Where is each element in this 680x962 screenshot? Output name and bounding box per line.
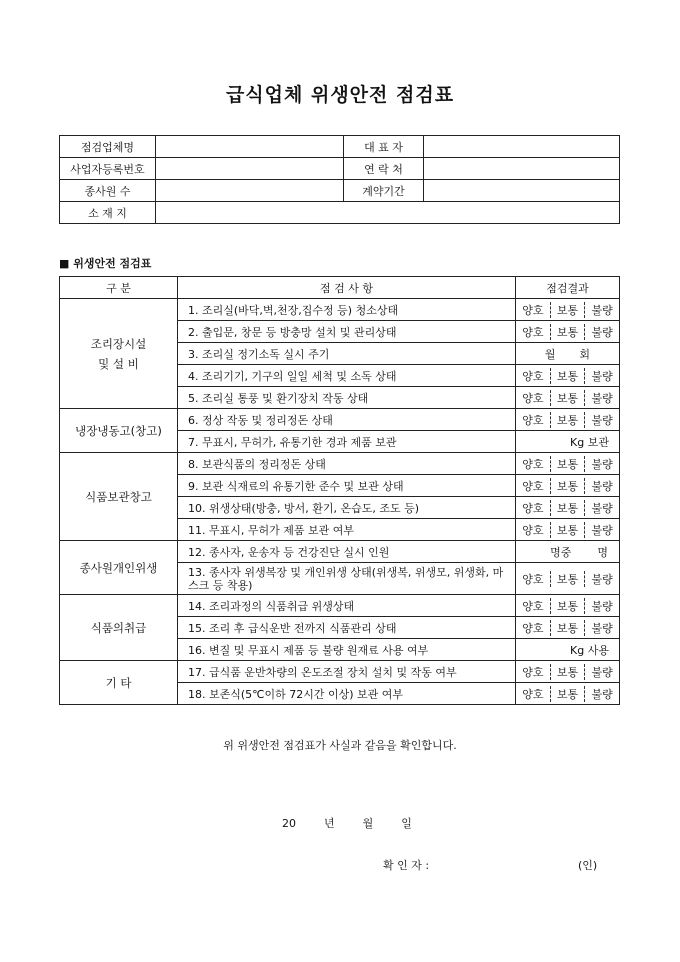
- confirm-statement: 위 위생안전 점검표가 사실과 같음을 확인합니다.: [223, 739, 457, 752]
- date-year-unit: 년: [324, 817, 335, 830]
- result-cell[interactable]: 양호 보통 불량: [516, 595, 620, 617]
- check-item: 2. 출입문, 창문 등 방충망 설치 및 관리상태: [178, 321, 516, 343]
- check-item: 7. 무표시, 무허가, 유통기한 경과 제품 보관: [178, 431, 516, 453]
- category-fridge: 냉장냉동고(창고): [60, 409, 178, 453]
- rep-field[interactable]: [424, 136, 620, 158]
- result-cell[interactable]: 양호 보통 불량: [516, 661, 620, 683]
- result-kg-store[interactable]: Kg 보관: [516, 431, 620, 453]
- header-result: 점검결과: [516, 277, 620, 299]
- contract-field[interactable]: [424, 180, 620, 202]
- signer-label: 확 인 자 :: [383, 859, 430, 872]
- check-item: 15. 조리 후 급식운반 전까지 식품관리 상태: [178, 617, 516, 639]
- check-item: 18. 보존식(5℃이하 72시간 이상) 보관 여부: [178, 683, 516, 705]
- employees-field[interactable]: [156, 180, 344, 202]
- checklist-table: [59, 276, 620, 705]
- check-item: 17. 급식품 운반차량의 온도조절 장치 설치 및 작동 여부: [178, 661, 516, 683]
- regno-field[interactable]: [156, 158, 344, 180]
- category-personal: 종사원개인위생: [60, 541, 178, 595]
- regno-label: 사업자등록번호: [60, 158, 156, 180]
- company-field[interactable]: [156, 136, 344, 158]
- check-item: 3. 조리실 정기소독 실시 주기: [178, 343, 516, 365]
- result-cell[interactable]: 양호 보통 불량: [516, 365, 620, 387]
- check-item: 10. 위생상태(방충, 방서, 환기, 온습도, 조도 등): [178, 497, 516, 519]
- contact-field[interactable]: [424, 158, 620, 180]
- result-cell[interactable]: 양호 보통 불량: [516, 519, 620, 541]
- date-year: 20: [282, 817, 296, 830]
- category-etc: 기 타: [60, 661, 178, 705]
- date-line[interactable]: [282, 815, 440, 831]
- check-item: 1. 조리실(바닥,벽,천장,집수정 등) 청소상태: [178, 299, 516, 321]
- check-item: 6. 정상 작동 및 정리정돈 상태: [178, 409, 516, 431]
- result-people[interactable]: 명중 명: [516, 541, 620, 563]
- header-category: 구 분: [60, 277, 178, 299]
- result-cell[interactable]: 양호 보통 불량: [516, 299, 620, 321]
- result-cell[interactable]: 양호 보통 불량: [516, 321, 620, 343]
- category-handling: 식품의취급: [60, 595, 178, 661]
- category-storage: 식품보관창고: [60, 453, 178, 541]
- contract-label: 계약기간: [344, 180, 424, 202]
- result-cell[interactable]: 양호 보통 불량: [516, 497, 620, 519]
- check-item: 16. 변질 및 무표시 제품 등 불량 원재료 사용 여부: [178, 639, 516, 661]
- result-cell[interactable]: 양호 보통 불량: [516, 453, 620, 475]
- result-cell[interactable]: 양호 보통 불량: [516, 409, 620, 431]
- result-kg-use[interactable]: Kg 사용: [516, 639, 620, 661]
- rep-label: 대 표 자: [344, 136, 424, 158]
- address-label: 소 재 지: [60, 202, 156, 224]
- result-cell[interactable]: 양호 보통 불량: [516, 387, 620, 409]
- result-cell[interactable]: 양호 보통 불량: [516, 563, 620, 595]
- header-items: 점 검 사 항: [178, 277, 516, 299]
- employees-label: 종사원 수: [60, 180, 156, 202]
- result-cell[interactable]: 양호 보통 불량: [516, 683, 620, 705]
- check-item: 11. 무표시, 무허가 제품 보관 여부: [178, 519, 516, 541]
- check-item: 13. 종사자 위생복장 및 개인위생 상태(위생복, 위생모, 위생화, 마스크 등 착용): [178, 563, 516, 595]
- date-month: 월: [362, 817, 374, 830]
- result-frequency[interactable]: 월 회: [516, 343, 620, 365]
- check-item: 8. 보관식품의 정리정돈 상태: [178, 453, 516, 475]
- check-item: 14. 조리과정의 식품취급 위생상태: [178, 595, 516, 617]
- company-info-table: [59, 135, 620, 224]
- result-cell[interactable]: 양호 보통 불량: [516, 475, 620, 497]
- category-cooking: 조리장시설 및 설 비: [60, 299, 178, 409]
- company-label: 점검업체명: [60, 136, 156, 158]
- check-item: 12. 종사자, 운송자 등 건강진단 실시 인원: [178, 541, 516, 563]
- result-cell[interactable]: 양호 보통 불량: [516, 617, 620, 639]
- check-item: 9. 보관 식재료의 유통기한 준수 및 보관 상태: [178, 475, 516, 497]
- contact-label: 연 락 처: [344, 158, 424, 180]
- address-field[interactable]: [156, 202, 620, 224]
- section-title: ■ 위생안전 점검표: [59, 257, 152, 270]
- page-title: 급식업체 위생안전 점검표: [225, 84, 455, 106]
- seal-mark: (인): [578, 859, 598, 872]
- date-day: 일: [401, 817, 412, 830]
- check-item: 5. 조리실 통풍 및 환기장치 작동 상태: [178, 387, 516, 409]
- check-item: 4. 조리기기, 기구의 일일 세척 및 소독 상태: [178, 365, 516, 387]
